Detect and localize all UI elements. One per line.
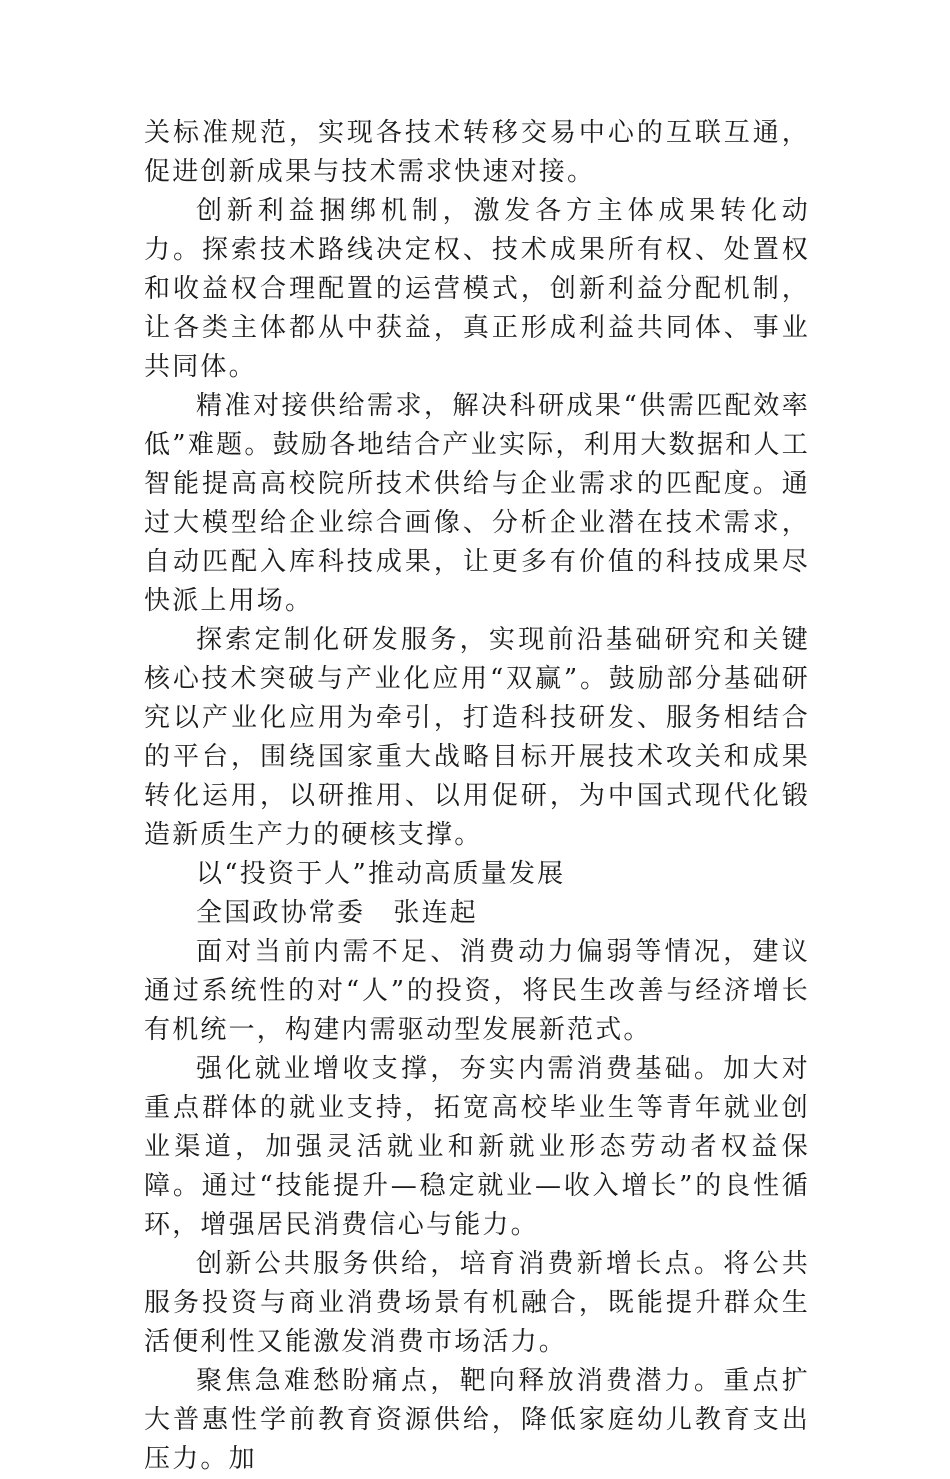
paragraph-supply-demand: 精准对接供给需求，解决科研成果“供需匹配效率低”难题。鼓励各地结合产业实际，利用大数据和人工智能提高高校院所技术供给与企业需求的匹配度。通过大模型给企业综合画像、分析企业潜在技术需求，自动匹配入库科技成果，让更多有价值的科技成果尽快派上用场。	[144, 391, 810, 616]
paragraph-benefit-binding: 创新利益捆绑机制，激发各方主体成果转化动力。探索技术路线决定权、技术成果所有权、处置权和收益权合理配置的运营模式，创新利益分配机制，让各类主体都从中获益，真正形成利益共同体、事业共同体。	[144, 196, 810, 382]
paragraph-employment: 强化就业增收支撑，夯实内需消费基础。加大对重点群体的就业支持，拓宽高校毕业生等青年就业创业渠道，加强灵活就业和新就业形态劳动者权益保障。通过“技能提升—稳定就业—收入增长”的良性循环，增强居民消费信心与能力。	[144, 1054, 810, 1240]
document-body	[144, 114, 810, 1479]
paragraph-continued: 关标准规范，实现各技术转移交易中心的互联互通，促进创新成果与技术需求快速对接。	[144, 118, 810, 187]
article-title: 以“投资于人”推动高质量发展	[196, 859, 566, 889]
paragraph-public-services: 创新公共服务供给，培育消费新增长点。将公共服务投资与商业消费场景有机融合，既能提升群众生活便利性又能激发消费市场活力。	[144, 1249, 810, 1357]
paragraph-custom-rd: 探索定制化研发服务，实现前沿基础研究和关键核心技术突破与产业化应用“双赢”。鼓励部分基础研究以产业化应用为牵引，打造科技研发、服务相结合的平台，围绕国家重大战略目标开展技术攻关和成果转化运用，以研推用、以用促研，为中国式现代化锻造新质生产力的硬核支撑。	[144, 625, 810, 850]
article-byline: 全国政协常委 张连起	[196, 898, 479, 928]
paragraph-consumption: 聚焦急难愁盼痛点，靶向释放消费潜力。重点扩大普惠性学前教育资源供给，降低家庭幼儿教育支出压力。加	[144, 1366, 810, 1474]
paragraph-intro: 面对当前内需不足、消费动力偏弱等情况，建议通过系统性的对“人”的投资，将民生改善与经济增长有机统一，构建内需驱动型发展新范式。	[144, 937, 810, 1045]
